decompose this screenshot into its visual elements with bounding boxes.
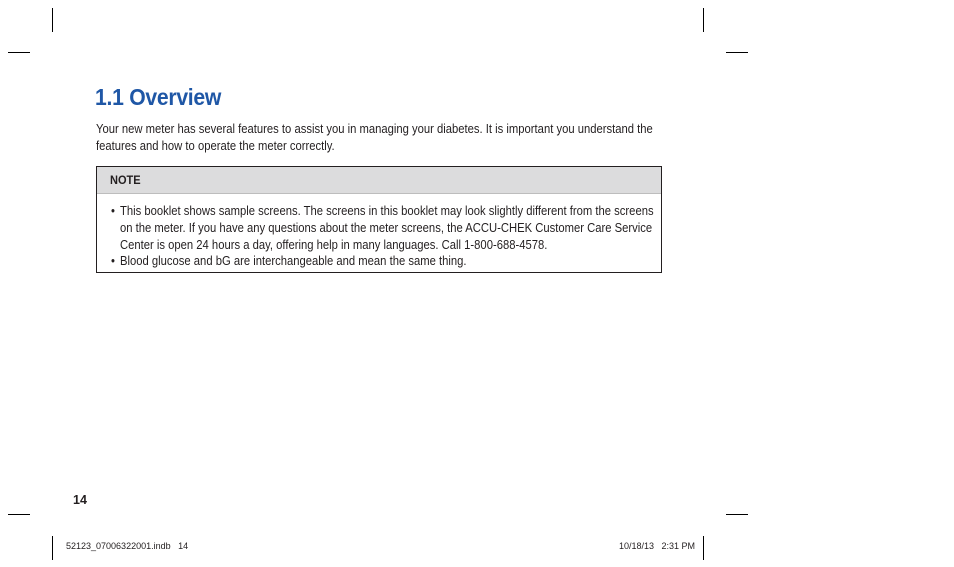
note-bullet-item: • Blood glucose and bG are interchangeable and mean the same thing.	[111, 253, 660, 270]
crop-mark-top-left-vertical	[52, 8, 53, 32]
slug-timestamp: 10/18/13 2:31 PM	[619, 541, 696, 551]
section-title: 1.1 Overview	[95, 84, 222, 110]
note-box	[96, 166, 662, 273]
note-body	[97, 194, 661, 270]
note-heading: NOTE	[110, 173, 141, 187]
crop-mark-top-right-horizontal	[726, 52, 748, 53]
crop-mark-bottom-right-vertical	[703, 536, 704, 560]
slug-file-info: 52123_07006322001.indb 14	[66, 541, 189, 551]
note-bullet-item: • This booklet shows sample screens. The screens in this booklet may look slightly different from the screens on the meter. If you have any questions about the meter screens, the ACCU-CHEK Customer Care Service Center is open 24 hours a day, offering help in many languages. Call 1-800-688-4578.	[111, 203, 660, 253]
crop-mark-bottom-left-vertical	[52, 536, 53, 560]
note-heading-bar	[97, 167, 661, 194]
crop-mark-top-right-vertical	[703, 8, 704, 32]
crop-mark-bottom-left-horizontal	[8, 514, 30, 515]
crop-mark-top-left-horizontal	[8, 52, 30, 53]
crop-mark-bottom-right-horizontal	[726, 514, 748, 515]
intro-paragraph: Your new meter has several features to assist you in managing your diabetes. It is important you understand the features and how to operate the meter correctly.	[96, 122, 653, 153]
page-number: 14	[73, 493, 87, 507]
